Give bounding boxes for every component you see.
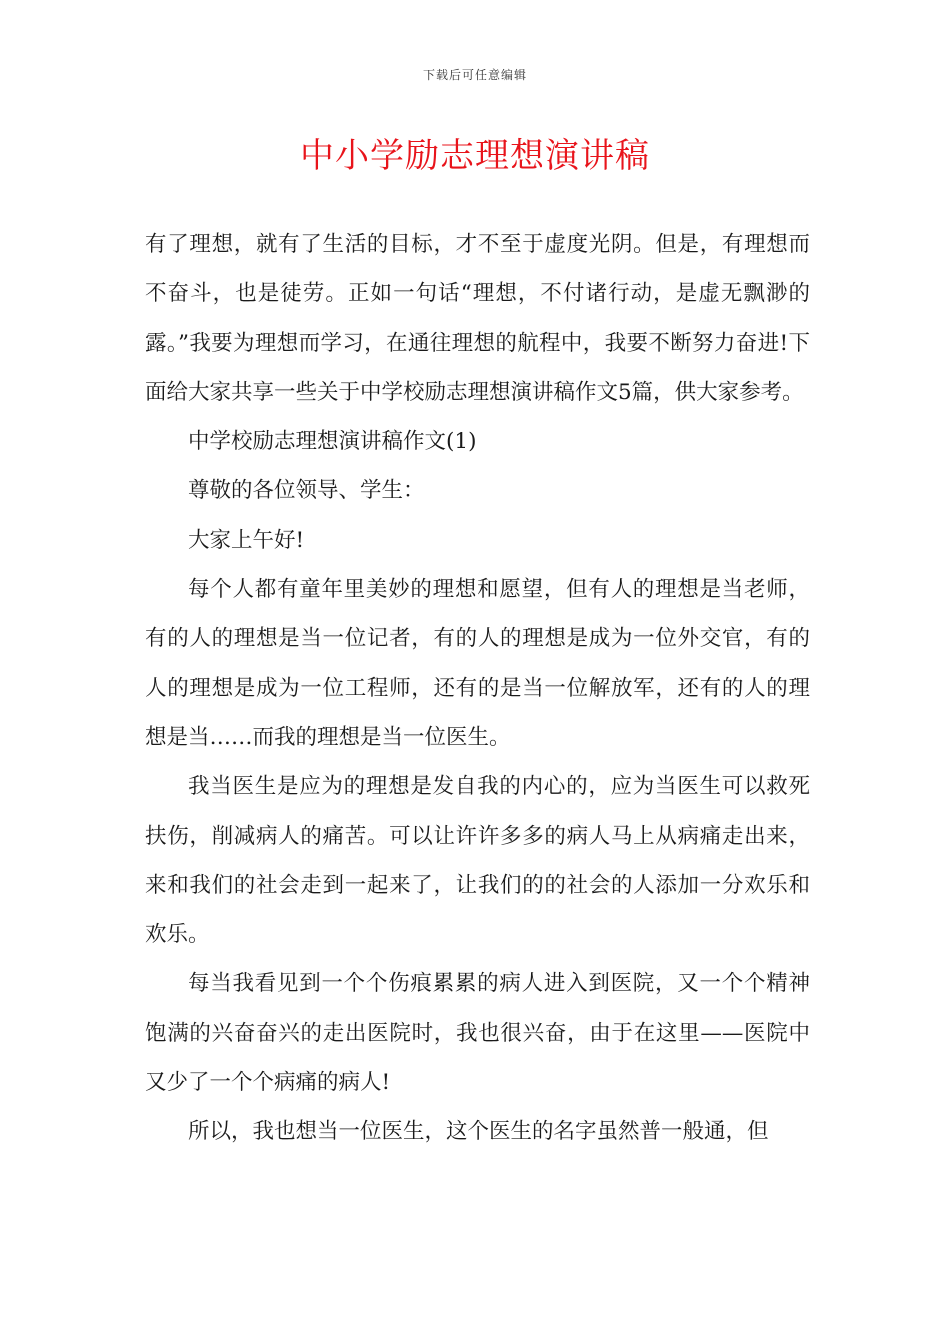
paragraph-intro: 有了理想，就有了生活的目标，才不至于虚度光阴。但是，有理想而不奋斗，也是徒劳。正如一句话“理想，不付诸行动，是虚无飘渺的露。”我要为理想而学习，在通往理想的航程中，我要不断努力奋进!下面给大家共享一些关于中学校励志理想演讲稿作文5篇，供大家参考。 <box>145 232 810 405</box>
paragraph-dreams: 每个人都有童年里美妙的理想和愿望，但有人的理想是当老师，有的人的理想是当一位记者，有的人的理想是成为一位外交官，有的人的理想是成为一位工程师，还有的是当一位解放军，还有的人的理想是当……而我的理想是当一位医生。 <box>145 577 810 750</box>
paragraph-essay-heading: 中学校励志理想演讲稿作文(1) <box>188 429 477 455</box>
header-note: 下载后可任意编辑 <box>422 68 527 82</box>
paragraph-hospital: 每当我看见到一个个伤痕累累的病人进入到医院，又一个个精神饱满的兴奋奋兴的走出医院时，我也很兴奋，由于在这里——医院中又少了一个个病痛的病人! <box>145 971 810 1096</box>
paragraph-doctor-reason: 我当医生是应为的理想是发自我的内心的，应为当医生可以救死扶伤，削减病人的痛苦。可以让许许多多的病人马上从病痛走出来，来和我们的社会走到一起来了，让我们的的社会的人添加一分欢乐和欢乐。 <box>145 774 810 948</box>
paragraph-greeting: 大家上午好! <box>188 527 305 553</box>
document-title: 中小学励志理想演讲稿 <box>300 136 650 176</box>
paragraph-salutation: 尊敬的各位领导、学生： <box>188 478 425 504</box>
document-body <box>145 220 810 1157</box>
paragraph-conclusion: 所以，我也想当一位医生，这个医生的名字虽然普一般通，但 <box>188 1119 769 1145</box>
